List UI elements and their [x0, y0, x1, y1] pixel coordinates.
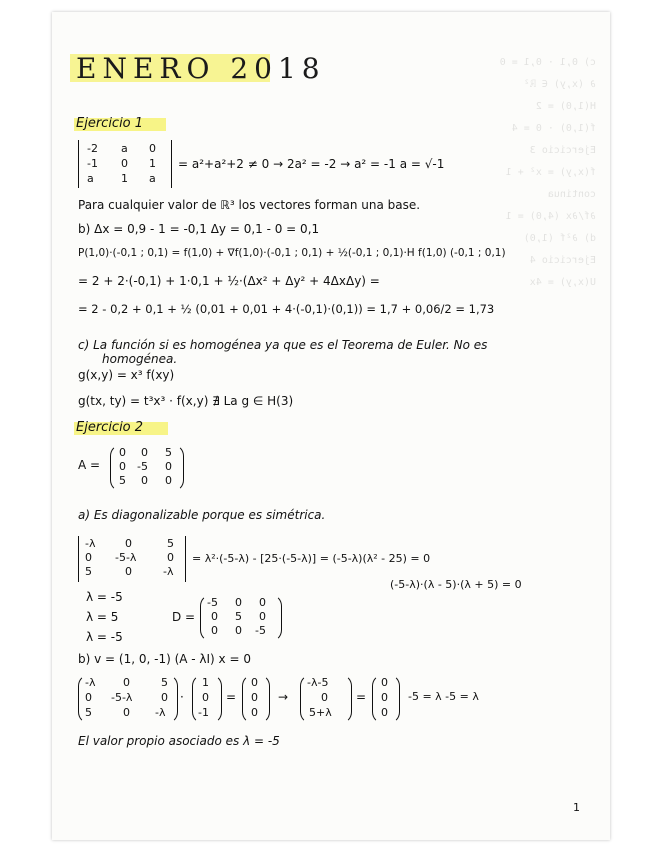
- final-statement: El valor propio asociado es λ = -5: [78, 734, 280, 748]
- matrix-cell: -λ: [85, 676, 96, 689]
- ex1-b-line-2: P(1,0)·(-0,1 ; 0,1) = f(1,0) + ∇f(1,0)·(-0,1 ; 0,1) + ½(-0,1 ; 0,1)·H f(1,0) (-0,1 ; 0,1): [78, 247, 506, 259]
- matrix-cell: 0: [259, 596, 266, 609]
- matrix-cell: 5: [167, 537, 174, 550]
- vector-cell: 1: [202, 676, 209, 689]
- vector-cell: 0: [202, 691, 209, 704]
- matrix-cell: 0: [161, 691, 168, 704]
- matrix-cell: 0: [85, 551, 92, 564]
- equals-sign: =: [226, 690, 237, 704]
- exercise-2-heading: Ejercicio 2: [76, 420, 144, 435]
- ex1-conclusion: Para cualquier valor de ℝ³ los vectores forman una base.: [78, 198, 421, 212]
- matrix-cell: -5-λ: [115, 551, 137, 564]
- matrix-cell: -1: [87, 157, 98, 170]
- matrix-cell: 0: [165, 474, 172, 487]
- matrix-a: [110, 444, 184, 492]
- matrix-cell: 0: [121, 157, 128, 170]
- matrix-cell: -5-λ: [111, 691, 133, 704]
- bleed-through-text: c) 0,1 · 0,1 = 0 ∂ (x,y) ∈ ℝ² H(1,0) = 2 f(1,0) · 0 = 4 Ejercicio 3 f(x,y) = x² + 1 continua ∂f/∂x (4,0) = 1 d) ∂²f (1,0) Ejercicio 4 U(x,y) = 4x: [499, 57, 596, 288]
- matrix-cell: 0: [125, 565, 132, 578]
- eigenvalue-2: λ = 5: [86, 610, 119, 624]
- exercise-1-matrix: [78, 140, 172, 188]
- vector-cell: 0: [321, 691, 328, 704]
- vector-cell: -λ-5: [307, 676, 329, 689]
- matrix-cell: 1: [149, 157, 156, 170]
- multiply-dot: ·: [180, 690, 184, 704]
- matrix-cell: -λ: [163, 565, 174, 578]
- matrix-a-label: A =: [78, 458, 101, 472]
- matrix-cell: -λ: [155, 706, 166, 719]
- matrix-cell: -λ: [85, 537, 96, 550]
- matrix-d-label: D =: [172, 610, 196, 624]
- vector-cell: 0: [251, 706, 258, 719]
- matrix-cell: a: [87, 172, 94, 185]
- document-page: [52, 12, 610, 840]
- ex2-b-line: b) v = (1, 0, -1) (A - λI) x = 0: [78, 652, 251, 666]
- vector-cell: 0: [381, 706, 388, 719]
- matrix-cell: -2: [87, 142, 98, 155]
- ex1-c-line-4: g(tx, ty) = t³x³ · f(x,y) ∄ La g ∈ H(3): [78, 394, 294, 408]
- vector-cell: 5+λ: [309, 706, 332, 719]
- matrix-cell: 0: [125, 537, 132, 550]
- matrix-cell: 0: [165, 460, 172, 473]
- matrix-cell: 0: [123, 706, 130, 719]
- matrix-cell: a: [149, 172, 156, 185]
- eigenvalue-1: λ = -5: [86, 590, 123, 604]
- matrix-cell: 5: [235, 610, 242, 623]
- matrix-cell: 0: [119, 460, 126, 473]
- ex2-a-line: a) Es diagonalizable porque es simétrica.: [78, 508, 326, 522]
- exercise-1-heading: Ejercicio 1: [76, 116, 144, 131]
- vector-cell: 0: [381, 676, 388, 689]
- vector-cell: -1: [198, 706, 209, 719]
- vector-v: [192, 674, 222, 724]
- matrix-cell: 5: [165, 446, 172, 459]
- matrix-cell: -5: [255, 624, 266, 637]
- characteristic-equation-1: = λ²·(-5-λ) - [25·(-5-λ)] = (-5-λ)(λ² - 25) = 0: [192, 552, 431, 565]
- matrix-cell: 0: [123, 676, 130, 689]
- ex1-b-line-1: b) Δx = 0,9 - 1 = -0,1 Δy = 0,1 - 0 = 0,1: [78, 222, 320, 236]
- matrix-cell: 5: [119, 474, 126, 487]
- matrix-cell: 0: [85, 691, 92, 704]
- matrix-cell: 0: [119, 446, 126, 459]
- eigenvalue-3: λ = -5: [86, 630, 123, 644]
- matrix-cell: 0: [141, 474, 148, 487]
- matrix-cell: a: [121, 142, 128, 155]
- matrix-cell: 1: [121, 172, 128, 185]
- matrix-cell: 0: [211, 624, 218, 637]
- arrow: →: [278, 690, 289, 704]
- page-number: 1: [573, 801, 580, 814]
- zero-vector: [242, 674, 270, 724]
- matrix-cell: -5: [137, 460, 148, 473]
- matrix-cell: 5: [85, 706, 92, 719]
- page-title: ENERO 2018: [76, 52, 326, 85]
- characteristic-equation-2: (-5-λ)·(λ - 5)·(λ + 5) = 0: [390, 578, 522, 591]
- characteristic-matrix: [78, 536, 186, 582]
- vector-cell: 0: [251, 691, 258, 704]
- matrix-cell: 0: [235, 624, 242, 637]
- determinant-equation: = a²+a²+2 ≠ 0 → 2a² = -2 → a² = -1 a = √-1: [178, 157, 445, 171]
- matrix-cell: 5: [161, 676, 168, 689]
- vector-cell: 0: [381, 691, 388, 704]
- equals-sign: =: [356, 690, 367, 704]
- matrix-cell: 0: [259, 610, 266, 623]
- system-matrix: [78, 674, 178, 724]
- matrix-cell: 0: [141, 446, 148, 459]
- matrix-d: [200, 594, 282, 642]
- ex1-b-line-4: = 2 - 0,2 + 0,1 + ½ (0,01 + 0,01 + 4·(-0,1)·(0,1)) = 1,7 + 0,06/2 = 1,73: [78, 302, 495, 316]
- matrix-cell: 0: [149, 142, 156, 155]
- ex1-c-line-1: c) La función si es homogénea ya que es el Teorema de Euler. No es: [78, 338, 488, 352]
- matrix-cell: -5: [207, 596, 218, 609]
- ex1-c-line-3: g(x,y) = x³ f(xy): [78, 368, 175, 382]
- result-vector: [300, 674, 352, 724]
- matrix-cell: 5: [85, 565, 92, 578]
- matrix-cell: 0: [235, 596, 242, 609]
- eigenvalue-result: -5 = λ -5 = λ: [408, 690, 479, 703]
- matrix-cell: 0: [211, 610, 218, 623]
- zero-vector-2: [372, 674, 400, 724]
- vector-cell: 0: [251, 676, 258, 689]
- ex1-c-line-2: homogénea.: [102, 352, 178, 366]
- ex1-b-line-3: = 2 + 2·(-0,1) + 1·0,1 + ½·(Δx² + Δy² + 4ΔxΔy) =: [78, 274, 380, 288]
- matrix-cell: 0: [167, 551, 174, 564]
